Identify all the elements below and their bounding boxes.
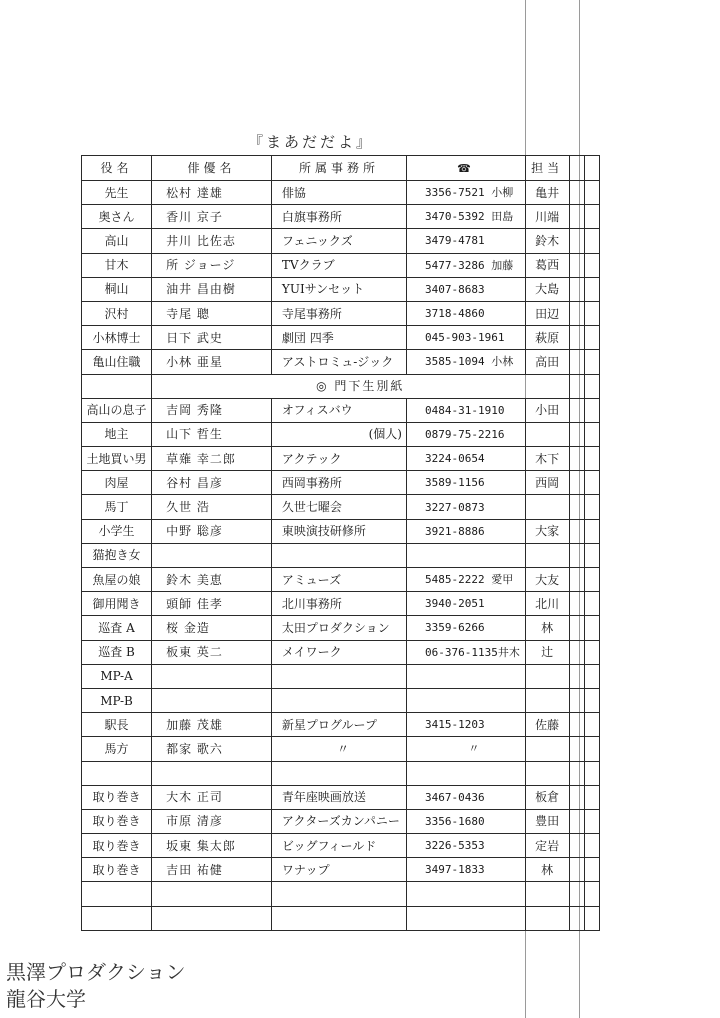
cell-office: 久世七曜会: [271, 495, 406, 519]
table-row: [82, 834, 600, 858]
cell-actor: 所 ジョージ: [152, 253, 272, 277]
header-staff: 担当: [525, 156, 569, 181]
cell-actor: 香川 京子: [152, 205, 272, 229]
header-actor: 俳優名: [152, 156, 272, 181]
table-row: [82, 301, 600, 325]
cell-phone: 3497-1833: [407, 858, 526, 882]
cell-office: [271, 882, 406, 906]
section-label: ◎ 門下生別紙: [152, 374, 569, 398]
extra-column: [584, 834, 599, 858]
cell-phone: [407, 882, 526, 906]
extra-column: [584, 785, 599, 809]
cell-phone: [407, 906, 526, 930]
cell-office: 青年座映画放送: [271, 785, 406, 809]
extra-column: [569, 858, 584, 882]
cell-staff: 林: [525, 616, 569, 640]
cell-role: 取り巻き: [82, 809, 152, 833]
cell-actor: 井川 比佐志: [152, 229, 272, 253]
extra-column: [584, 737, 599, 761]
table-row: [82, 181, 600, 205]
cell-staff: 鈴木: [525, 229, 569, 253]
cell-actor: 小林 亜星: [152, 350, 272, 374]
extra-column: [569, 882, 584, 906]
table-row: [82, 616, 600, 640]
cell-phone: [407, 664, 526, 688]
cell-staff: 板倉: [525, 785, 569, 809]
cell-office: [271, 688, 406, 712]
cell-staff: 萩原: [525, 326, 569, 350]
cell-staff: [525, 688, 569, 712]
cell-phone: 3479-4781: [407, 229, 526, 253]
cell-actor: 油井 昌由樹: [152, 277, 272, 301]
cell-phone: 3407-8683: [407, 277, 526, 301]
cell-role: 巡査 B: [82, 640, 152, 664]
cell-staff: [525, 882, 569, 906]
cell-actor: 桜 金造: [152, 616, 272, 640]
cell-role: 肉屋: [82, 471, 152, 495]
extra-column: [569, 616, 584, 640]
cell-phone: 3359-6266: [407, 616, 526, 640]
table-row: [82, 519, 600, 543]
cell-actor: [152, 761, 272, 785]
cell-staff: 高田: [525, 350, 569, 374]
cell-role: 猫抱き女: [82, 543, 152, 567]
cell-office: 劇団 四季: [271, 326, 406, 350]
extra-column: [584, 882, 599, 906]
cell-actor: 中野 聡彦: [152, 519, 272, 543]
extra-column: [569, 205, 584, 229]
table-row: [82, 882, 600, 906]
cell-office: オフィスバウ: [271, 398, 406, 422]
table-row: [82, 737, 600, 761]
extra-column: [569, 664, 584, 688]
extra-column: [584, 229, 599, 253]
extra-column: [584, 495, 599, 519]
cell-phone: 3589-1156: [407, 471, 526, 495]
cell-staff: 林: [525, 858, 569, 882]
cell-phone: 3921-8886: [407, 519, 526, 543]
cell-actor: 頭師 佳孝: [152, 592, 272, 616]
extra-column: [584, 688, 599, 712]
extra-column: [569, 688, 584, 712]
extra-column: [584, 809, 599, 833]
extra-column: [569, 422, 584, 446]
cell-role: 先生: [82, 181, 152, 205]
cell-staff: 豊田: [525, 809, 569, 833]
cell-actor: 草薙 幸二郎: [152, 447, 272, 471]
extra-column: [584, 592, 599, 616]
cell-office: アストロミュ-ジック: [271, 350, 406, 374]
cell-phone: 3227-0873: [407, 495, 526, 519]
table-row: [82, 398, 600, 422]
cell-actor: [152, 882, 272, 906]
extra-column: [569, 181, 584, 205]
cell-role: 高山: [82, 229, 152, 253]
extra-column: [569, 906, 584, 930]
cell-staff: [525, 543, 569, 567]
cell-actor: 吉岡 秀隆: [152, 398, 272, 422]
table-header-row: [82, 156, 600, 181]
cell-actor: 加藤 茂雄: [152, 713, 272, 737]
cell-staff: [525, 664, 569, 688]
extra-column: [569, 785, 584, 809]
extra-column: [584, 350, 599, 374]
cell-staff: 西岡: [525, 471, 569, 495]
section-row: [82, 374, 600, 398]
extra-column: [569, 301, 584, 325]
table-row: [82, 471, 600, 495]
header-role: 役名: [82, 156, 152, 181]
table-row: [82, 906, 600, 930]
cell-role: 駅長: [82, 713, 152, 737]
cell-office: アクテック: [271, 447, 406, 471]
cell-phone: 045-903-1961: [407, 326, 526, 350]
cell-phone: 3356-7521 小柳: [407, 181, 526, 205]
table-row: [82, 713, 600, 737]
extra-column: [584, 326, 599, 350]
cell-office: 〃: [271, 737, 406, 761]
cell-staff: 木下: [525, 447, 569, 471]
table-row: [82, 277, 600, 301]
extra-column: [569, 495, 584, 519]
extra-column: [569, 374, 584, 398]
extra-column: [569, 761, 584, 785]
cell-actor: 久世 浩: [152, 495, 272, 519]
extra-column: [569, 156, 584, 181]
cell-role: 小林博士: [82, 326, 152, 350]
extra-column: [584, 761, 599, 785]
cell-role: 沢村: [82, 301, 152, 325]
cell-actor: 板東 英二: [152, 640, 272, 664]
extra-column: [584, 181, 599, 205]
cell-role: 巡査 A: [82, 616, 152, 640]
extra-column: [569, 471, 584, 495]
extra-column: [584, 301, 599, 325]
cell-actor: 日下 武史: [152, 326, 272, 350]
cell-staff: 川端: [525, 205, 569, 229]
watermark-producer: 黒澤プロダクション: [6, 960, 186, 984]
table-row: [82, 253, 600, 277]
cell-role: MP-A: [82, 664, 152, 688]
extra-column: [569, 277, 584, 301]
cell-actor: [152, 543, 272, 567]
cell-role: 取り巻き: [82, 785, 152, 809]
extra-column: [584, 156, 599, 181]
cell-phone: [407, 543, 526, 567]
extra-column: [584, 519, 599, 543]
extra-column: [584, 543, 599, 567]
cell-role: 奥さん: [82, 205, 152, 229]
extra-column: [584, 713, 599, 737]
cell-staff: 田辺: [525, 301, 569, 325]
cell-role: 御用聞き: [82, 592, 152, 616]
cell-actor: [152, 906, 272, 930]
cell-actor: 鈴木 美恵: [152, 568, 272, 592]
cell-role: 取り巻き: [82, 858, 152, 882]
table-row: [82, 809, 600, 833]
extra-column: [584, 664, 599, 688]
header-phone-icon: ☎: [407, 156, 526, 181]
cell-actor: 寺尾 聰: [152, 301, 272, 325]
extra-column: [569, 568, 584, 592]
extra-column: [584, 398, 599, 422]
extra-column: [584, 640, 599, 664]
cell-staff: 葛西: [525, 253, 569, 277]
cell-office: TVクラブ: [271, 253, 406, 277]
cell-actor: 都家 歌六: [152, 737, 272, 761]
extra-column: [584, 906, 599, 930]
cell-actor: 市原 清彦: [152, 809, 272, 833]
cell-office: フェニックズ: [271, 229, 406, 253]
cell-role: MP-B: [82, 688, 152, 712]
cell-office: [271, 664, 406, 688]
cell-office: ビッグフィールド: [271, 834, 406, 858]
cell-actor: 谷村 昌彦: [152, 471, 272, 495]
extra-column: [584, 447, 599, 471]
cell-phone: 5477-3286 加藤: [407, 253, 526, 277]
table-row: [82, 568, 600, 592]
extra-column: [584, 568, 599, 592]
cell-actor: [152, 688, 272, 712]
cell-role: [82, 761, 152, 785]
extra-column: [584, 205, 599, 229]
extra-column: [569, 640, 584, 664]
cell-staff: [525, 906, 569, 930]
cell-actor: 山下 哲生: [152, 422, 272, 446]
cell-phone: 3226-5353: [407, 834, 526, 858]
cell-phone: 3415-1203: [407, 713, 526, 737]
cell-staff: 北川: [525, 592, 569, 616]
extra-column: [584, 858, 599, 882]
extra-column: [569, 326, 584, 350]
cell-actor: 坂東 集太郎: [152, 834, 272, 858]
cell-phone: 3470-5392 田島: [407, 205, 526, 229]
table-row: [82, 326, 600, 350]
cell-role: 桐山: [82, 277, 152, 301]
table-row: [82, 785, 600, 809]
extra-column: [569, 447, 584, 471]
extra-column: [584, 471, 599, 495]
cell-phone: 3224-0654: [407, 447, 526, 471]
cell-role: 甘木: [82, 253, 152, 277]
cell-phone: 0879-75-2216: [407, 422, 526, 446]
cell-role: 馬方: [82, 737, 152, 761]
cell-actor: 大木 正司: [152, 785, 272, 809]
cell-office: メイワーク: [271, 640, 406, 664]
extra-column: [569, 398, 584, 422]
cell-phone: 3356-1680: [407, 809, 526, 833]
extra-column: [569, 809, 584, 833]
extra-column: [569, 713, 584, 737]
cell-office: 新星プログループ: [271, 713, 406, 737]
cell-office: 寺尾事務所: [271, 301, 406, 325]
cell-role: 馬丁: [82, 495, 152, 519]
cell-staff: [525, 495, 569, 519]
cell-staff: [525, 422, 569, 446]
extra-column: [569, 737, 584, 761]
cell-phone: 3940-2051: [407, 592, 526, 616]
cell-office: (個人): [271, 422, 406, 446]
cell-staff: 大家: [525, 519, 569, 543]
cell-office: ワナップ: [271, 858, 406, 882]
table-row: [82, 350, 600, 374]
cell-staff: 定岩: [525, 834, 569, 858]
table-row: [82, 543, 600, 567]
cell-phone: 〃: [407, 737, 526, 761]
cell-phone: 0484-31-1910: [407, 398, 526, 422]
cast-table: [81, 155, 600, 931]
cell-phone: 3718-4860: [407, 301, 526, 325]
cell-role: [82, 906, 152, 930]
cell-office: 太田プロダクション: [271, 616, 406, 640]
table-row: [82, 229, 600, 253]
cell-office: 北川事務所: [271, 592, 406, 616]
cell-office: [271, 761, 406, 785]
cell-office: アミューズ: [271, 568, 406, 592]
header-office: 所属事務所: [271, 156, 406, 181]
extra-column: [584, 422, 599, 446]
cell-office: [271, 906, 406, 930]
table-row: [82, 422, 600, 446]
table-row: [82, 640, 600, 664]
extra-column: [569, 229, 584, 253]
cell-staff: [525, 737, 569, 761]
table-row: [82, 495, 600, 519]
cell-role: 魚屋の娘: [82, 568, 152, 592]
cell-office: 東映演技研修所: [271, 519, 406, 543]
table-row: [82, 664, 600, 688]
cell-phone: [407, 761, 526, 785]
extra-column: [569, 543, 584, 567]
cell-staff: [525, 761, 569, 785]
cell-office: アクターズカンパニー: [271, 809, 406, 833]
cell-office: 俳協: [271, 181, 406, 205]
cell-phone: 06-376-1135井木: [407, 640, 526, 664]
table-row: [82, 761, 600, 785]
cell-actor: 吉田 祐健: [152, 858, 272, 882]
cell-office: YUIサンセット: [271, 277, 406, 301]
cell-role: 土地買い男: [82, 447, 152, 471]
table-row: [82, 688, 600, 712]
cell-role: 高山の息子: [82, 398, 152, 422]
table-row: [82, 592, 600, 616]
extra-column: [584, 374, 599, 398]
cell-staff: 大島: [525, 277, 569, 301]
cell-office: [271, 543, 406, 567]
cell-staff: 亀井: [525, 181, 569, 205]
extra-column: [584, 616, 599, 640]
extra-column: [569, 834, 584, 858]
watermark-university: 龍谷大学: [6, 987, 86, 1011]
cell-staff: 大友: [525, 568, 569, 592]
cell-role: 地主: [82, 422, 152, 446]
extra-column: [584, 277, 599, 301]
cell-staff: 辻: [525, 640, 569, 664]
extra-column: [584, 253, 599, 277]
cell-staff: 佐藤: [525, 713, 569, 737]
cell-office: 白旗事務所: [271, 205, 406, 229]
cell-phone: 5485-2222 愛甲: [407, 568, 526, 592]
document-title: 『まあだだよ』: [248, 133, 375, 151]
cell-office: 西岡事務所: [271, 471, 406, 495]
cell-role: 取り巻き: [82, 834, 152, 858]
cell-phone: 3467-0436: [407, 785, 526, 809]
cell-staff: 小田: [525, 398, 569, 422]
cell-role: 亀山住職: [82, 350, 152, 374]
table-row: [82, 447, 600, 471]
cell-phone: 3585-1094 小林: [407, 350, 526, 374]
extra-column: [569, 350, 584, 374]
cell-role: [82, 882, 152, 906]
extra-column: [569, 253, 584, 277]
cell-actor: 松村 達雄: [152, 181, 272, 205]
table-row: [82, 205, 600, 229]
cell-role: [82, 374, 152, 398]
cell-role: 小学生: [82, 519, 152, 543]
table-row: [82, 858, 600, 882]
cell-phone: [407, 688, 526, 712]
extra-column: [569, 592, 584, 616]
cell-actor: [152, 664, 272, 688]
extra-column: [569, 519, 584, 543]
